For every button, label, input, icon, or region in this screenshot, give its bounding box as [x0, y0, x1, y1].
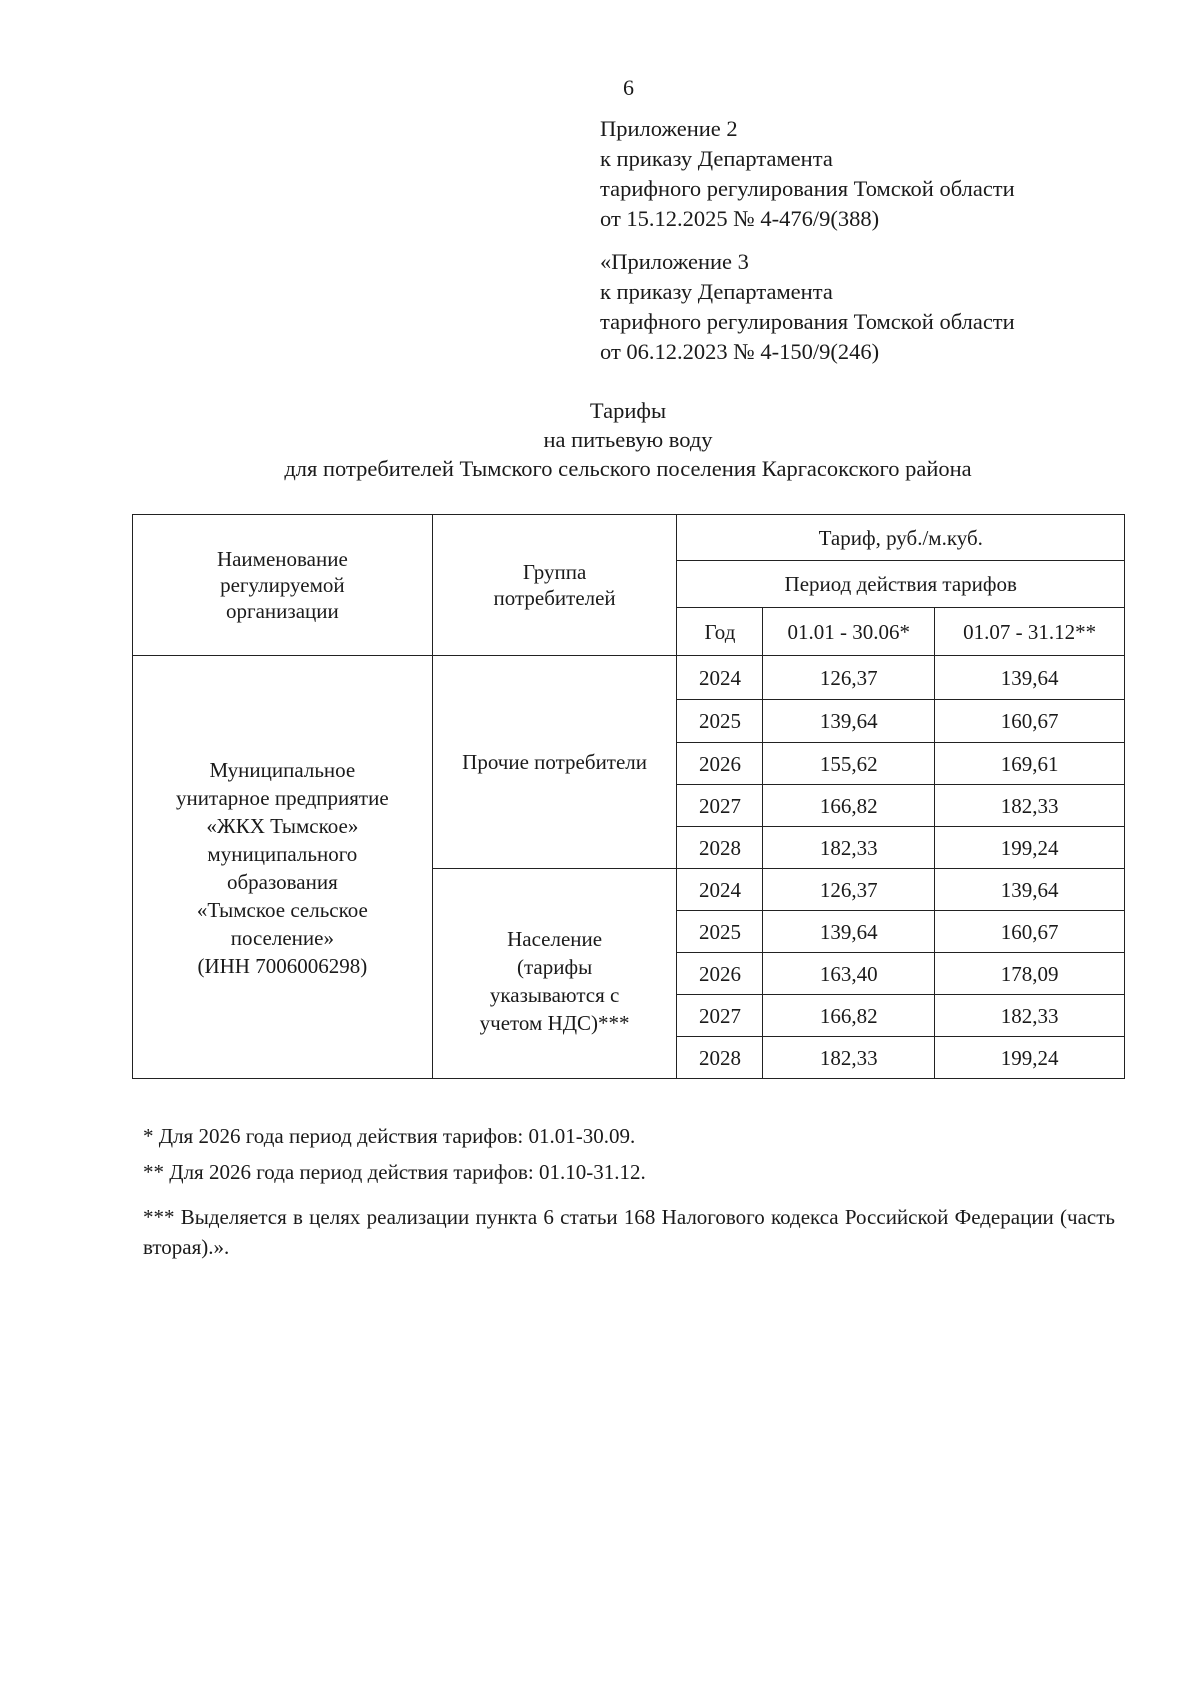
- header-period1: 01.01 - 30.06*: [763, 608, 935, 656]
- header-group: [432, 515, 677, 656]
- document-title: [0, 396, 1200, 483]
- tariff-table: [132, 514, 1125, 1079]
- title-line1: Тарифы: [589, 398, 667, 423]
- organization-name-line: муниципального: [207, 842, 358, 866]
- header-tariff: Тариф, руб./м.куб.: [677, 515, 1125, 561]
- header-org-line: регулируемой: [220, 573, 345, 597]
- cell-period1: 166,82: [763, 995, 935, 1037]
- organization-name-line: (ИНН 7006006298): [197, 954, 368, 978]
- appendix-original-line3: тарифного регулирования Томской области: [600, 309, 1015, 334]
- cell-period2: 199,24: [935, 827, 1125, 869]
- footnote-1: * Для 2026 года период действия тарифов: 01.01-30.09.: [143, 1124, 636, 1148]
- organization-name-line: «ЖКХ Тымское»: [206, 814, 359, 838]
- table-row: [133, 656, 1125, 700]
- header-row-tariff: [133, 515, 1125, 561]
- organization-name-line: «Тымское сельское: [196, 898, 368, 922]
- cell-period2: 182,33: [935, 785, 1125, 827]
- cell-period1: 155,62: [763, 743, 935, 785]
- tariff-table-body: [133, 515, 1125, 1079]
- cell-year: 2028: [677, 827, 763, 869]
- appendix-original-line1: «Приложение 3: [600, 249, 749, 274]
- organization-name-line: Муниципальное: [209, 758, 356, 782]
- cell-period2: 169,61: [935, 743, 1125, 785]
- cell-period1: 166,82: [763, 785, 935, 827]
- consumer-group-line: указываются с: [489, 982, 620, 1007]
- consumer-group-line: учетом НДС)***: [479, 1010, 630, 1035]
- cell-year: 2028: [677, 1037, 763, 1079]
- consumer-group-line: Прочие потребители: [462, 750, 648, 774]
- cell-period1: 126,37: [763, 869, 935, 911]
- footnote-3: *** Выделяется в целях реализации пункта 6 статьи 168 Налогового кодекса Российской Федерации (часть вторая).».: [143, 1205, 1115, 1259]
- consumer-group: [432, 656, 677, 869]
- cell-period2: 139,64: [935, 869, 1125, 911]
- organization-name-line: образования: [226, 870, 338, 894]
- appendix-original-line4: от 06.12.2023 № 4-150/9(246): [600, 339, 880, 364]
- footnote-2: ** Для 2026 года период действия тарифов: 01.10-31.12.: [143, 1160, 646, 1184]
- consumer-group: [432, 869, 677, 1079]
- title-line2: на питьевую воду: [543, 427, 713, 452]
- cell-year: 2027: [677, 785, 763, 827]
- cell-period1: 126,37: [763, 656, 935, 700]
- cell-period1: 182,33: [763, 1037, 935, 1079]
- header-year: Год: [677, 608, 763, 656]
- cell-period2: 160,67: [935, 700, 1125, 743]
- header-period: Период действия тарифов: [677, 561, 1125, 608]
- appendix-current-line3: тарифного регулирования Томской области: [600, 176, 1015, 201]
- cell-period1: 139,64: [763, 700, 935, 743]
- cell-year: 2027: [677, 995, 763, 1037]
- organization-name: [133, 656, 433, 1079]
- organization-name-line: унитарное предприятие: [176, 786, 389, 810]
- cell-year: 2026: [677, 743, 763, 785]
- page-number: 6: [623, 75, 634, 100]
- cell-period2: 178,09: [935, 953, 1125, 995]
- header-group-line: потребителей: [493, 586, 616, 610]
- cell-period1: 139,64: [763, 911, 935, 953]
- header-org: [133, 515, 433, 656]
- cell-year: 2024: [677, 656, 763, 700]
- cell-period1: 163,40: [763, 953, 935, 995]
- title-line3: для потребителей Тымского сельского поселения Каргасокского района: [284, 456, 972, 481]
- organization-name-line: поселение»: [230, 926, 334, 950]
- appendix-current-line4: от 15.12.2025 № 4-476/9(388): [600, 206, 880, 231]
- header-org-line: организации: [225, 599, 339, 623]
- appendix-original-line2: к приказу Департамента: [600, 279, 833, 304]
- header-period2: 01.07 - 31.12**: [935, 608, 1125, 656]
- cell-year: 2025: [677, 911, 763, 953]
- consumer-group-line: Население: [507, 926, 603, 951]
- cell-year: 2024: [677, 869, 763, 911]
- appendix-current: [600, 114, 1015, 234]
- header-group-line: Группа: [522, 560, 587, 584]
- cell-period1: 182,33: [763, 827, 935, 869]
- cell-year: 2026: [677, 953, 763, 995]
- header-org-line: Наименование: [216, 547, 348, 571]
- cell-period2: 160,67: [935, 911, 1125, 953]
- appendix-current-line2: к приказу Департамента: [600, 146, 833, 171]
- consumer-group-line: (тарифы: [517, 954, 593, 979]
- cell-period2: 199,24: [935, 1037, 1125, 1079]
- cell-year: 2025: [677, 700, 763, 743]
- appendix-current-line1: Приложение 2: [600, 116, 738, 141]
- cell-period2: 139,64: [935, 656, 1125, 700]
- appendix-original: [600, 247, 1015, 367]
- cell-period2: 182,33: [935, 995, 1125, 1037]
